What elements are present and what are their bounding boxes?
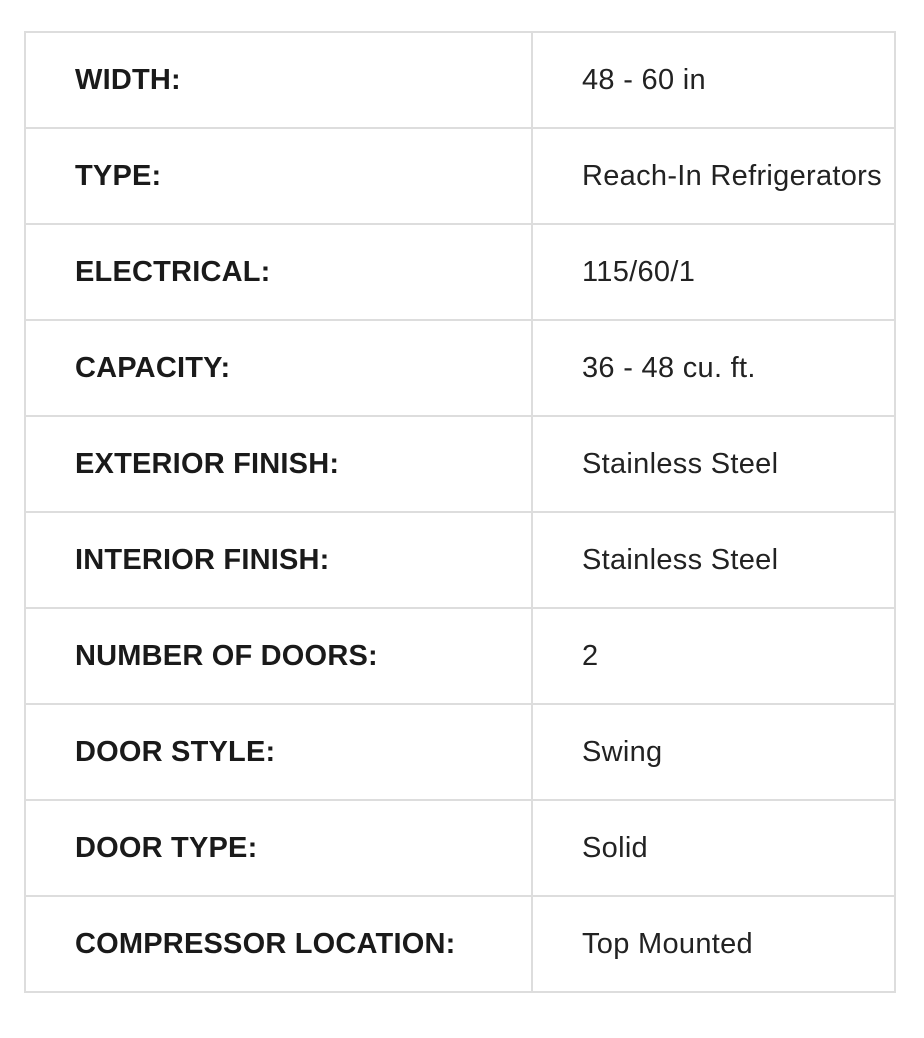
spec-value-door-style: Swing (532, 704, 895, 800)
table-row-electrical (25, 224, 895, 320)
spec-label-door-style: DOOR STYLE: (25, 704, 532, 800)
spec-label-interior-finish: INTERIOR FINISH: (25, 512, 532, 608)
table-row-door-type (25, 800, 895, 896)
spec-value-capacity: 36 - 48 cu. ft. (532, 320, 895, 416)
table-row-number-of-doors (25, 608, 895, 704)
spec-label-door-type: DOOR TYPE: (25, 800, 532, 896)
spec-label-width: WIDTH: (25, 32, 532, 128)
spec-value-door-type: Solid (532, 800, 895, 896)
spec-label-electrical: ELECTRICAL: (25, 224, 532, 320)
spec-label-capacity: CAPACITY: (25, 320, 532, 416)
table-row-type (25, 128, 895, 224)
table-row-door-style (25, 704, 895, 800)
spec-value-type: Reach-In Refrigerators (532, 128, 895, 224)
table-row-capacity (25, 320, 895, 416)
spec-value-compressor-location: Top Mounted (532, 896, 895, 992)
table-row-compressor-location (25, 896, 895, 992)
spec-label-exterior-finish: EXTERIOR FINISH: (25, 416, 532, 512)
spec-value-number-of-doors: 2 (532, 608, 895, 704)
spec-label-number-of-doors: NUMBER OF DOORS: (25, 608, 532, 704)
specifications-table (24, 31, 896, 993)
table-row-exterior-finish (25, 416, 895, 512)
table-row-interior-finish (25, 512, 895, 608)
table-row-width (25, 32, 895, 128)
spec-value-electrical: 115/60/1 (532, 224, 895, 320)
spec-value-interior-finish: Stainless Steel (532, 512, 895, 608)
spec-label-compressor-location: COMPRESSOR LOCATION: (25, 896, 532, 992)
spec-value-width: 48 - 60 in (532, 32, 895, 128)
spec-value-exterior-finish: Stainless Steel (532, 416, 895, 512)
specifications-table-body (25, 32, 895, 992)
spec-label-type: TYPE: (25, 128, 532, 224)
